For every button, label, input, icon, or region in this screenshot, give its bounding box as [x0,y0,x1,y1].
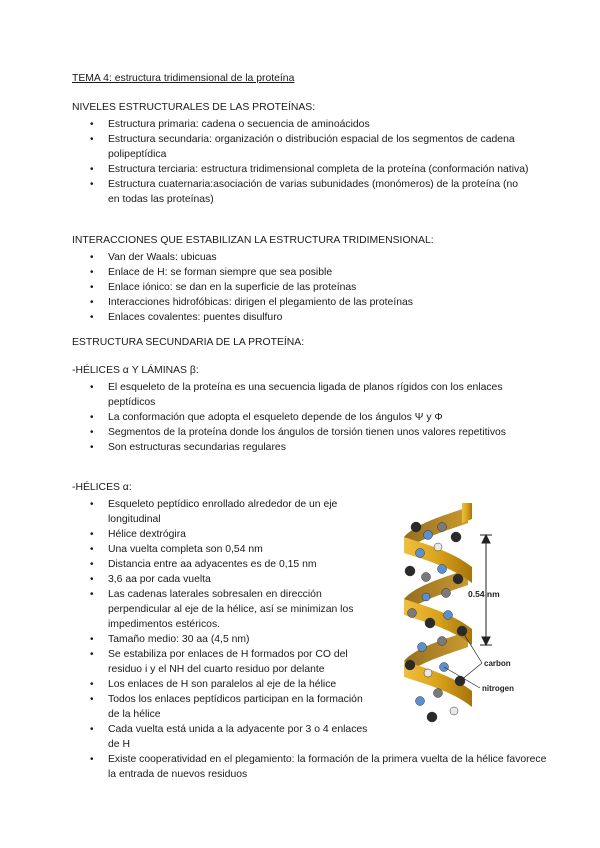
list-item: • Tamaño medio: 30 aa (4,5 nm) [72,632,372,647]
alpha-helix-figure [376,497,536,737]
section-heading-secondary-structure: ESTRUCTURA SECUNDARIA DE LA PROTEÍNA: [72,337,305,348]
nitrogen-label: nitrogen [482,684,514,693]
list-item: • Enlace iónico: se dan en la superficie de las proteínas [72,280,532,295]
page-title: TEMA 4: estructura tridimensional de la proteína [72,73,295,84]
list-item: • Se estabiliza por enlaces de H formados por CO del residuo i y el NH del cuarto residuo por delante [72,647,372,677]
list-item: • Los enlaces de H son paralelos al eje de la hélice [72,677,372,692]
list-item: • Hélice dextrógira [72,527,372,542]
list-item: • Cada vuelta está unida a la adyacente por 3 o 4 enlaces de H [72,722,372,752]
list-item: • Distancia entre aa adyacentes es de 0,15 nm [72,557,372,572]
helices-sheets-list [72,380,532,455]
list-item: • Existe cooperatividad en el plegamiento: la formación de la primera vuelta de la hélice favorece la entrada de nuevos residuos [72,752,548,782]
list-item: • Van der Waals: ubicuas [72,250,532,265]
list-item: • Segmentos de la proteína donde los ángulos de torsión tienen unos valores repetitivos [72,425,532,440]
list-item: • Estructura terciaria: estructura tridimensional completa de la proteína (conformación nativa) [72,162,532,177]
list-item: • Estructura secundaria: organización o distribución espacial de los segmentos de cadena polipeptídica [72,132,532,162]
carbon-label: carbon [484,659,511,668]
alpha-helix-illustration [376,497,536,737]
list-item: • Son estructuras secundarias regulares [72,440,532,455]
list-item: • Enlaces covalentes: puentes disulfuro [72,310,532,325]
list-item: • Esqueleto peptídico enrollado alrededor de un eje longitudinal [72,497,372,527]
section-heading-alpha-helices: -HÉLICES α: [72,482,132,493]
list-item: • Todos los enlaces peptídicos participan en la formación de la hélice [72,692,372,722]
list-item: • Enlace de H: se forman siempre que sea posible [72,265,532,280]
section-heading-interactions: INTERACCIONES QUE ESTABILIZAN LA ESTRUCTURA TRIDIMENSIONAL: [72,235,434,246]
list-item: • El esqueleto de la proteína es una secuencia ligada de planos rígidos con los enlaces peptídicos [72,380,532,410]
pitch-label: 0.54 nm [468,589,500,599]
list-item: • La conformación que adopta el esqueleto depende de los ángulos Ψ y Φ [72,410,532,425]
list-item: • Estructura primaria: cadena o secuencia de aminoácidos [72,117,532,132]
list-item: • Las cadenas laterales sobresalen en dirección perpendicular al eje de la hélice, así se minimizan los impedimentos estéricos. [72,587,372,632]
list-item: • Estructura cuaternaria:asociación de varias subunidades (monómeros) de la proteína (no en todas las proteínas) [72,177,532,207]
section-heading-helices-sheets: -HÉLICES α Y LÁMINAS β: [72,365,199,376]
section-heading-structural-levels: NIVELES ESTRUCTURALES DE LAS PROTEÍNAS: [72,102,316,113]
list-item: • Interacciones hidrofóbicas: dirigen el plegamiento de las proteínas [72,295,532,310]
structural-levels-list [72,117,532,207]
interactions-list [72,250,532,325]
list-item: • Una vuelta completa son 0,54 nm [72,542,372,557]
list-item: • 3,6 aa por cada vuelta [72,572,372,587]
